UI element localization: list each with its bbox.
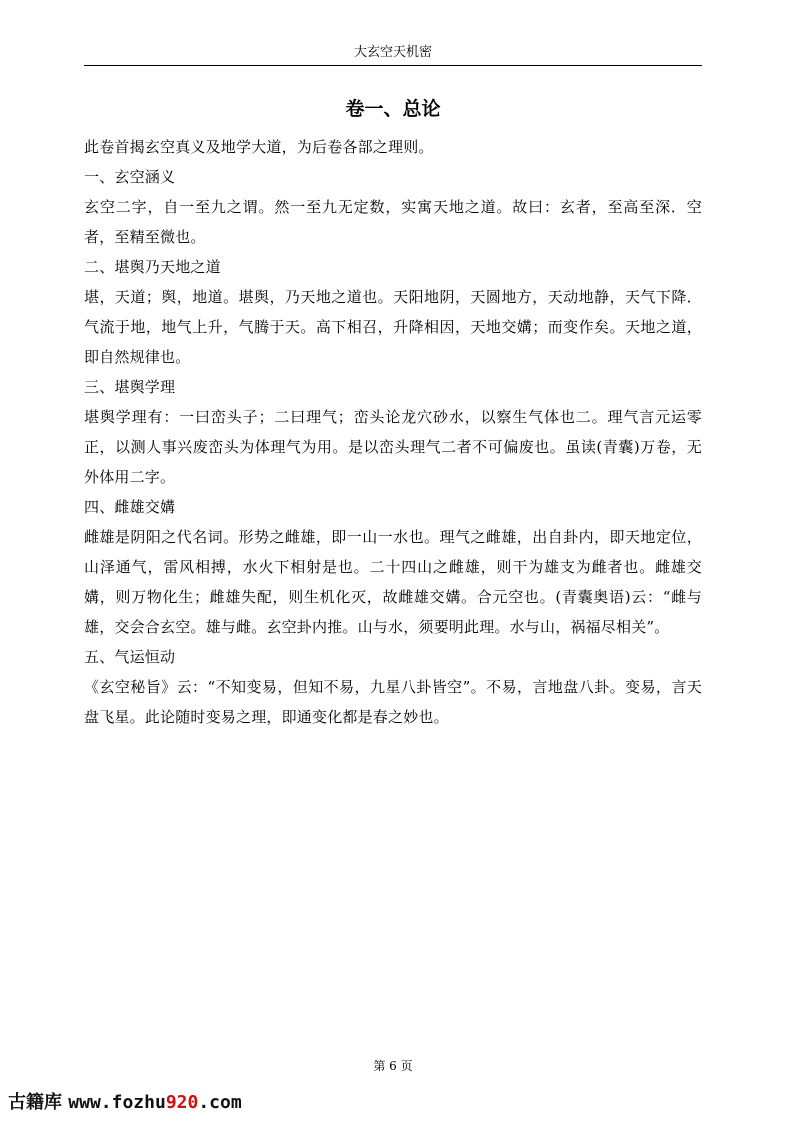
- page-header: 大玄空天机密: [353, 45, 432, 60]
- section-text-3: 堪舆学理有：一曰峦头子；二曰理气；峦头论龙穴砂水，以察生气体也二。理气言元运零正，以测人事兴废峦头为体理气为用。是以峦头理气二者不可偏废也。虽读(青囊)万卷，无外体用二字。: [84, 408, 702, 486]
- section-text-4: 雌雄是阴阳之代名词。形势之雌雄，即一山一水也。理气之雌雄，出自卦内，即天地定位，山泽通气，雷风相搏，水火下相射是也。二十四山之雌雄，则干为雄支为雌者也。雌雄交媾，则万物化生；雌雄失配，则生机化灭，故雌雄交媾。合元空也。(青囊奥语)云：“雌与雄，交会合玄空。雄与雌。玄空卦内推。山与水，须要明此理。水与山，祸福尽相关”。: [84, 528, 702, 636]
- section-text-1: 玄空二字，自一至九之谓。然一至九无定数，实寓天地之道。故曰：玄者，至高至深．空者，至精至微也。: [84, 198, 702, 246]
- page-number: 第 6 页: [373, 1059, 413, 1073]
- section-text-5: 《玄空秘旨》云：“不知变易，但知不易，九星八卦皆空”。不易，言地盘八卦。变易，言天盘飞星。此论随时变易之理，即通变化都是春之妙也。: [84, 678, 702, 726]
- intro-paragraph: 此卷首揭玄空真义及地学大道，为后卷各部之理则。: [84, 138, 434, 156]
- section-heading-2: 二、堪舆乃天地之道: [84, 258, 221, 276]
- section-heading-4: 四、雌雄交媾: [84, 498, 176, 516]
- header-rule: [84, 65, 702, 66]
- section-heading-5: 五、气运恒动: [84, 648, 176, 666]
- site-watermark: [8, 1089, 242, 1117]
- watermark-url-number: 920: [165, 1092, 199, 1113]
- section-heading-3: 三、堪舆学理: [84, 378, 176, 396]
- watermark-url-prefix: www.fozhu: [68, 1092, 166, 1113]
- section-heading-1: 一、玄空涵义: [84, 168, 176, 186]
- watermark-site-name: 古籍库: [8, 1092, 62, 1113]
- watermark-url-suffix: .com: [198, 1092, 242, 1113]
- section-text-2: 堪，天道；舆，地道。堪舆，乃天地之道也。天阳地阴，天圆地方，天动地静，天气下降．气流于地，地气上升，气腾于天。高下相召，升降相因，天地交媾；而变作矣。天地之道，即自然规律也。: [84, 288, 702, 366]
- document-body: [84, 132, 702, 732]
- chapter-title: 卷一、总论: [345, 98, 441, 120]
